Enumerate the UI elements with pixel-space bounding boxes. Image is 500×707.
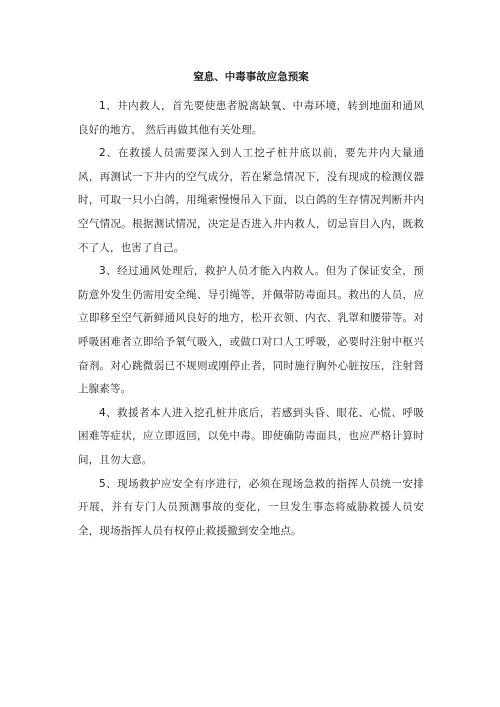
paragraph-1: 1、井内救人，首先要使患者脱离缺氧、中毒环境，转到地面和通风良好的地方， 然后再做其他有关处理。 <box>78 100 424 136</box>
document-title: 窒息、中毒事故应急预案 <box>193 71 309 83</box>
paragraph-4: 4、救援者本人进入挖孔桩井底后，若感到头昏、眼花、心慌、呼吸困难等症状，应立即返回，以免中毒。即使确防毒面具，也应严格计算时间，且勿大意。 <box>78 406 424 466</box>
paragraph-2: 2、在救援人员需要深入到人工挖孑桩井底以前，要先井内大量通风，再测试一下井内的空气成分，若在紧急情况下，没有现成的检测仪器时，可取一只小白鸽，用绳索慢慢吊入下面，以白鸽的生存情况判断井内空气情况。根据测试情况，决定是否进入井内救人，切忌盲目入内，既救不了人，也害了自己。 <box>78 147 424 254</box>
paragraph-5: 5、现场救护应安全有序进行，必须在现场急救的指挥人员统一安排开展，并有专门人员预测事故的变化，一旦发生事态将威胁救援人员安全，现场指挥人员有权停止救援撤到安全地点。 <box>78 477 424 537</box>
paragraph-3: 3、经过通风处理后，救护人员才能入内救人。但为了保证安全，预防意外发生仍需用安全绳、导引绳等，并佩带防毒面具。救出的人员，应立即移至空气新鲜通风良好的地方，松开衣领、内衣、乳罩和腰带等。对呼吸困难者立即给予氧气吸入，或做口对口人工呼吸，必要时注射中枢兴奋剂。对心跳微弱已不规则或刚停止者，同时施行胸外心脏按压，注射肾上腺素等。 <box>78 265 424 396</box>
